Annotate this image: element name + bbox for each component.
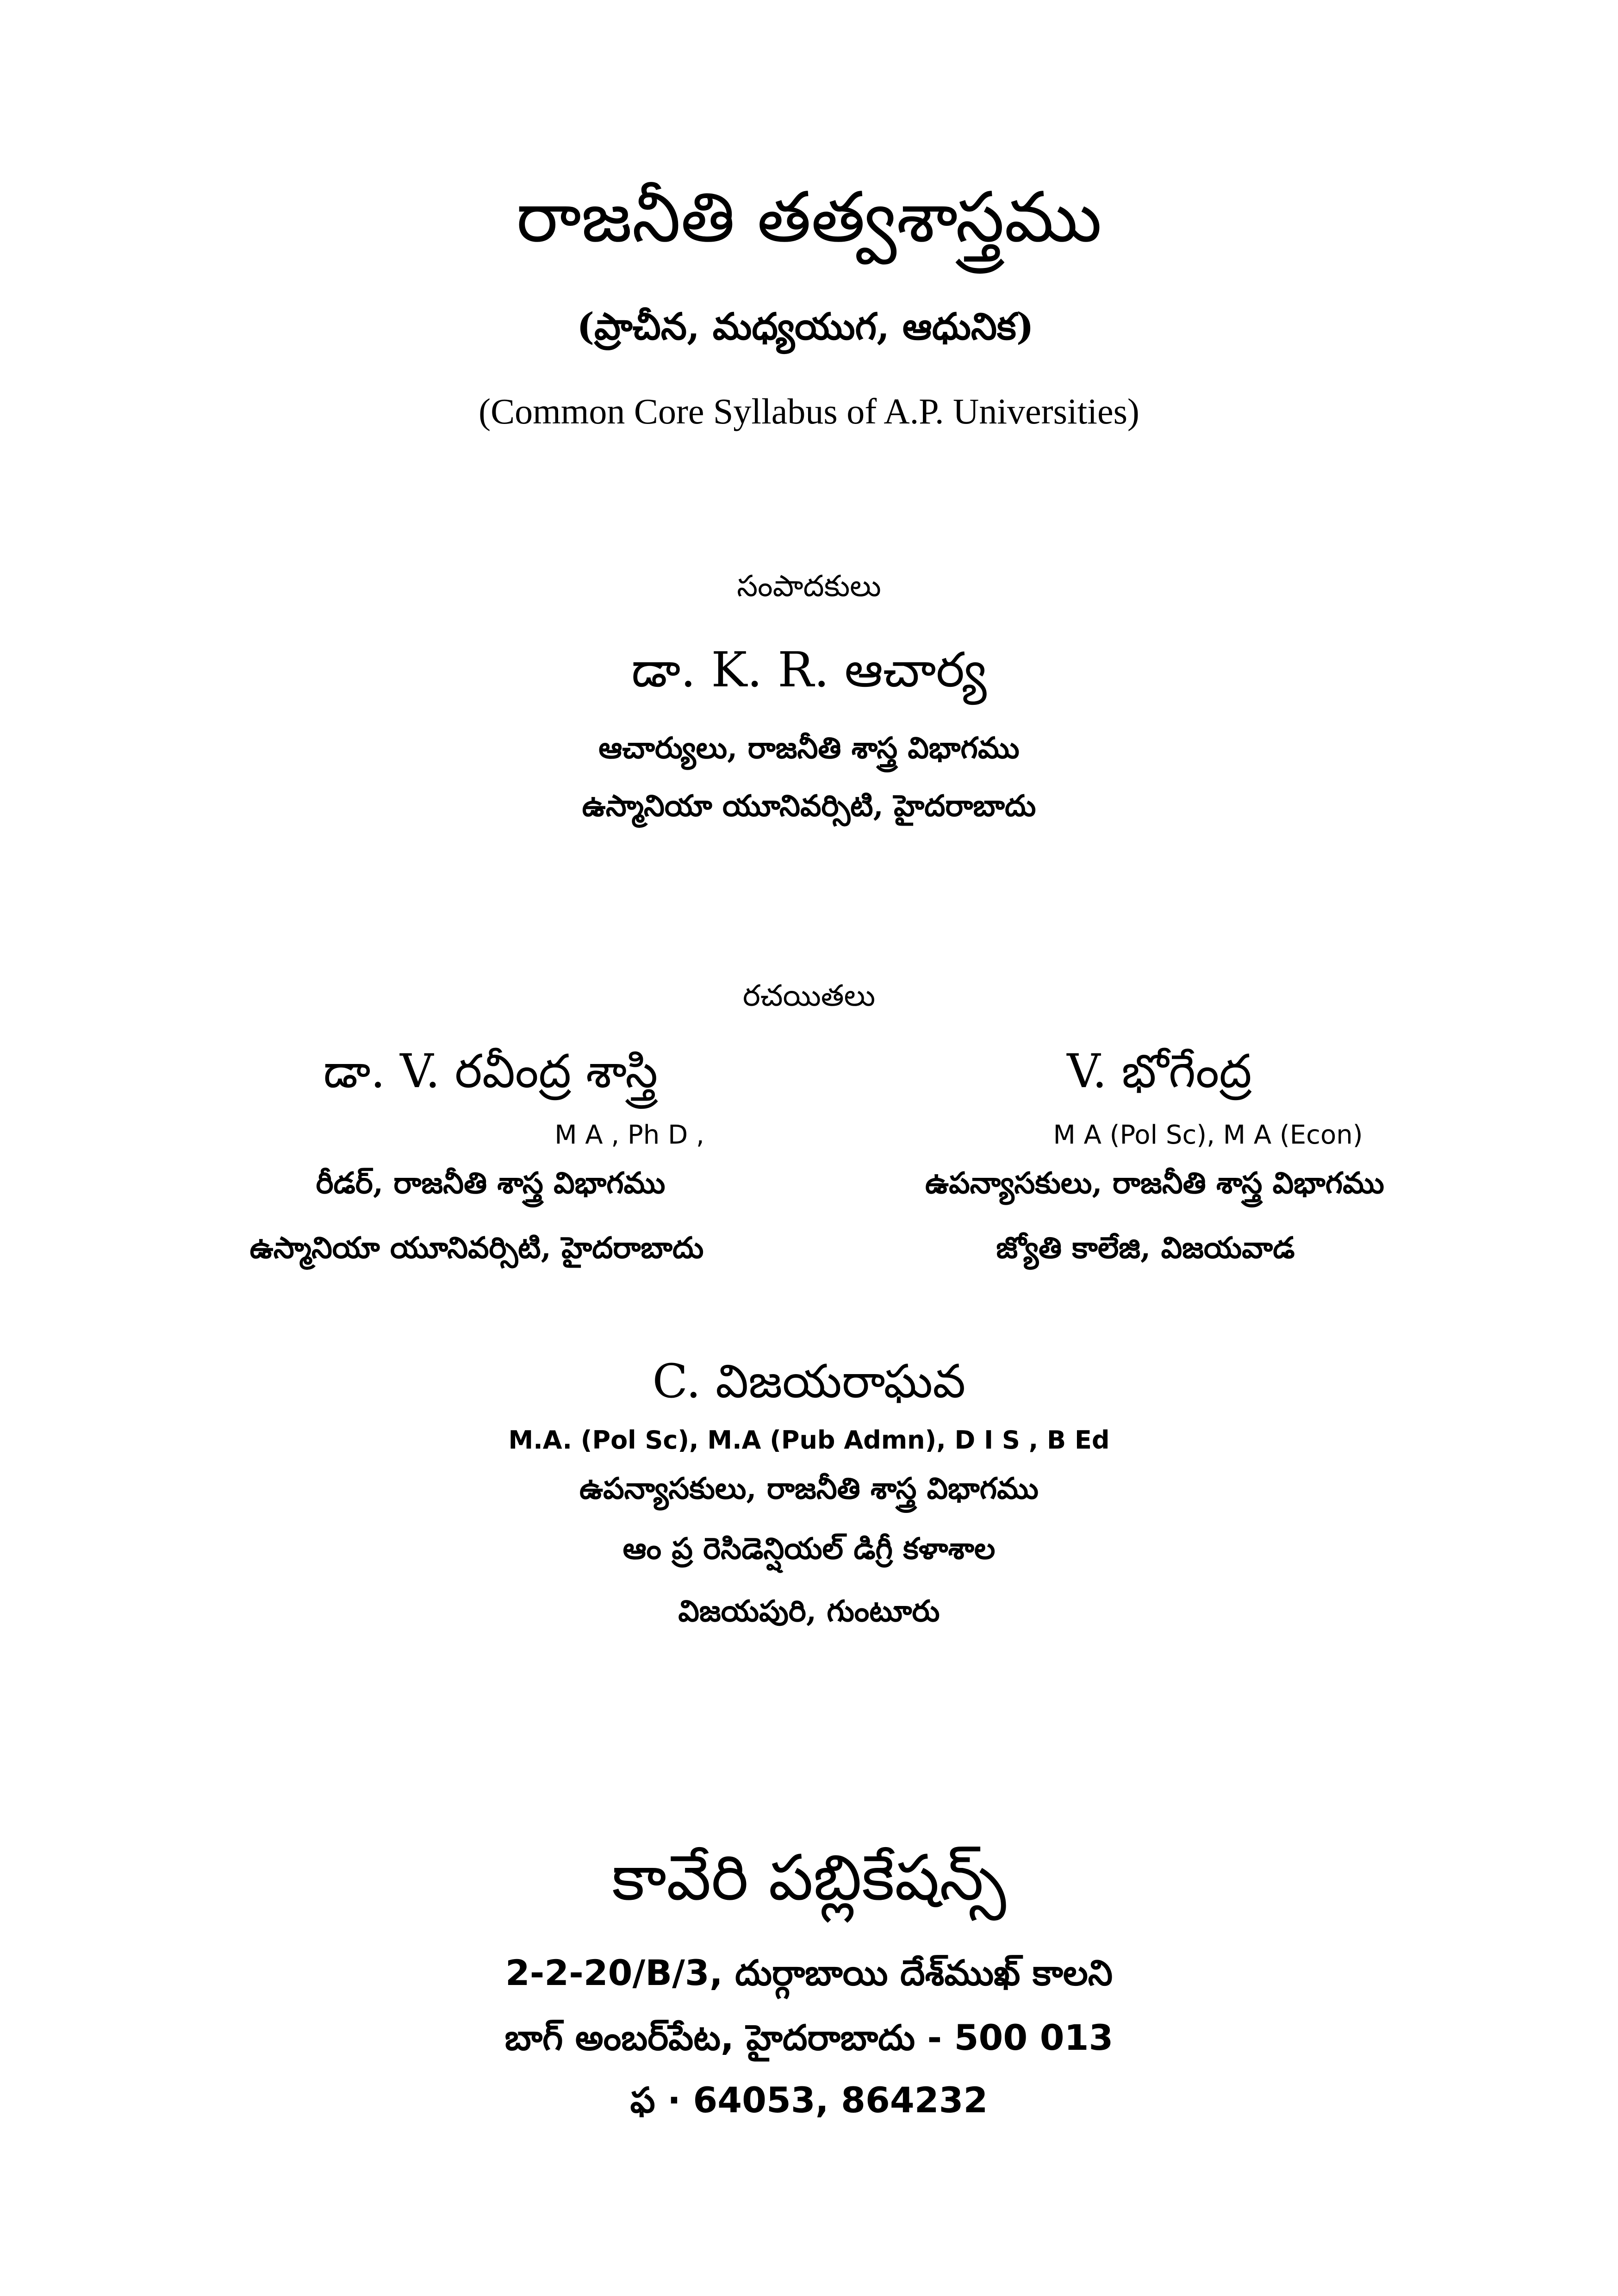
author-3-location: విజయపురి, గుంటూరు xyxy=(678,1594,940,1629)
editor-designation: ఆచార్యులు, రాజనీతి శాస్త్ర విభాగము xyxy=(598,731,1020,765)
author-3-designation: ఉపన్యాసకులు, రాజనీతి శాస్త్ర విభాగము xyxy=(579,1471,1039,1506)
book-title: రాజనీతి తత్వశాస్త్రము xyxy=(516,177,1102,258)
editor-heading: సంపాదకులు xyxy=(737,569,881,604)
author-2-name: V. భోగేంద్ర xyxy=(1067,1044,1252,1098)
publisher-name: కావేరి పబ్లికేషన్స్ xyxy=(611,1842,1007,1915)
author-1-designation: రీడర్, రాజనీతి శాస్త్ర విభాగము xyxy=(316,1166,666,1201)
author-1-name: డా. V. రవీంద్ర శాస్త్రి xyxy=(323,1044,658,1098)
syllabus-note: (Common Core Syllabus of A.P. Universities) xyxy=(479,391,1139,431)
authors-heading: రచయితలు xyxy=(742,979,876,1013)
publisher-phone-number: 64053, 864232 xyxy=(693,2079,988,2121)
author-1-institution: ఉస్మానియా యూనివర్సిటి, హైదరాబాదు xyxy=(249,1231,704,1265)
phone-icon: ఫ · xyxy=(630,2079,681,2121)
publisher-phone-line xyxy=(630,2079,988,2121)
author-3-degrees: M.A. (Pol Sc), M.A (Pub Admn), D I S , B Ed xyxy=(508,1425,1110,1455)
publisher-address-line1: 2-2-20/B/3, దుర్గాబాయి దేశ్‌ముఖ్ కాలని xyxy=(505,1952,1113,1993)
book-subtitle: (ప్రాచీన, మధ్యయుగ, ఆధునిక) xyxy=(577,305,1034,348)
author-2-degrees: M A (Pol Sc), M A (Econ) xyxy=(1053,1120,1363,1150)
editor-institution: ఉస్మానియా యూనివర్సిటి, హైదరాబాదు xyxy=(582,789,1036,823)
publisher-address-line2: బాగ్ అంబర్‌పేట, హైదరాబాదు - 500 013 xyxy=(504,2017,1114,2058)
author-2-institution: జ్యోతి కాలేజి, విజయవాడ xyxy=(996,1231,1295,1265)
author-3-institution: ఆం ప్ర రెసిడెన్షియల్ డిగ్రీ కళాశాల xyxy=(622,1531,996,1566)
author-2-designation: ఉపన్యాసకులు, రాజనీతి శాస్త్ర విభాగము xyxy=(925,1166,1384,1201)
editor-name: డా. K. R. ఆచార్య xyxy=(631,641,987,698)
author-1-degrees: M A , Ph D , xyxy=(554,1120,704,1150)
author-3-name: C. విజయరాఘవ xyxy=(652,1354,966,1408)
